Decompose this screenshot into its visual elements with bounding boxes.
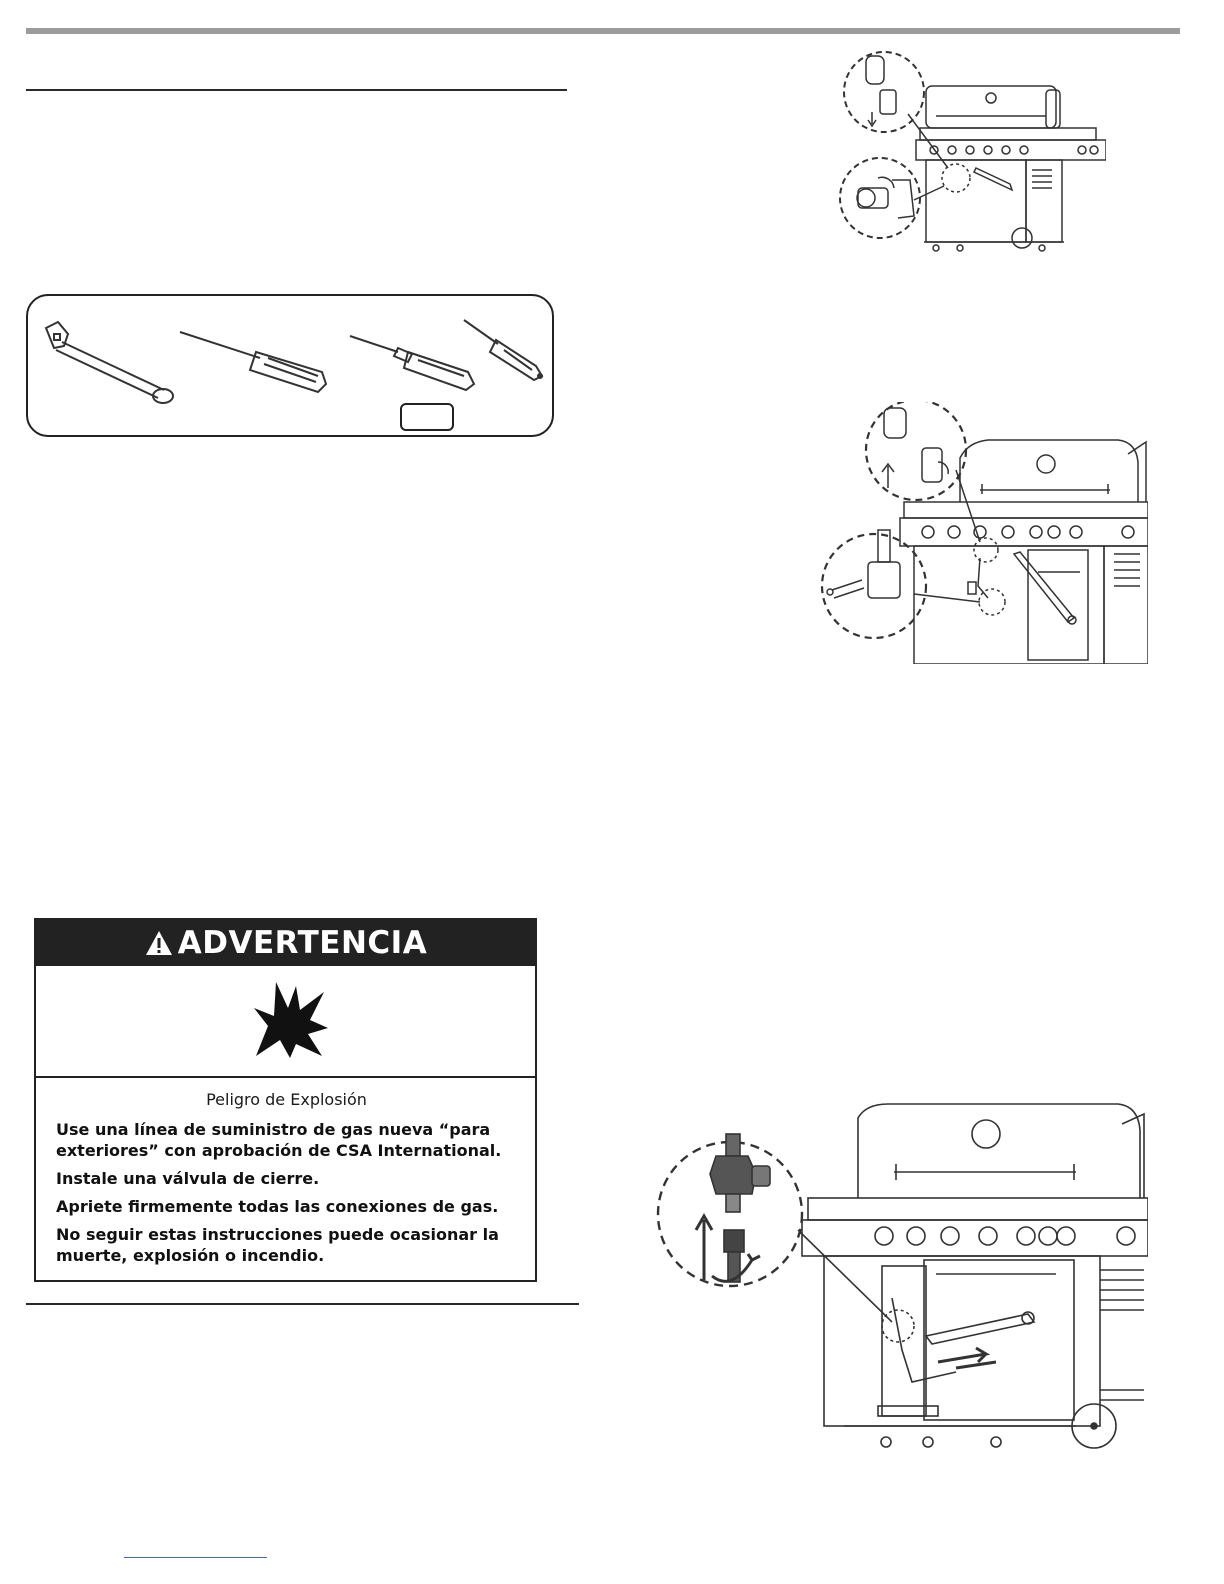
warning-box bbox=[34, 918, 537, 1282]
warning-triangle-icon bbox=[144, 929, 174, 957]
warning-line: Instale una válvula de cierre. bbox=[56, 1169, 320, 1188]
explosion-icon bbox=[250, 978, 330, 1060]
grill-figure-1 bbox=[836, 50, 1106, 260]
phillips-screwdriver-icon bbox=[180, 332, 326, 392]
small-screwdriver-icon bbox=[464, 320, 542, 380]
section-rule bbox=[26, 1303, 579, 1305]
warning-line: Use una línea de suministro de gas nueva “para exteriores” con aprobación de CSA International. bbox=[56, 1120, 502, 1160]
grill-illustration bbox=[900, 440, 1148, 664]
top-rule bbox=[26, 28, 1180, 34]
detail-circle-bottom bbox=[840, 158, 920, 238]
warning-subtitle: Peligro de Explosión bbox=[206, 1090, 367, 1109]
detail-circle-pipe bbox=[658, 1134, 802, 1286]
footer-link-underline bbox=[124, 1557, 267, 1558]
tools-box bbox=[26, 294, 554, 437]
grill-figure-3 bbox=[656, 1100, 1148, 1456]
warning-heading: ADVERTENCIA bbox=[177, 925, 428, 961]
grill-illustration bbox=[798, 1104, 1148, 1448]
detail-circle-top bbox=[844, 52, 924, 132]
warning-line: No seguir estas instrucciones puede ocasionar la muerte, explosión o incendio. bbox=[56, 1225, 499, 1265]
warning-line: Apriete firmemente todas las conexiones de gas. bbox=[56, 1197, 499, 1216]
grill-illustration bbox=[908, 86, 1106, 251]
detail-circle-top bbox=[866, 402, 966, 500]
warning-header bbox=[36, 920, 535, 966]
warning-pictogram bbox=[36, 966, 535, 1078]
section-rule bbox=[26, 89, 567, 91]
adjustable-wrench-icon bbox=[46, 322, 173, 403]
tool-tag bbox=[400, 403, 454, 431]
flat-screwdriver-icon bbox=[350, 336, 474, 390]
grill-figure-2 bbox=[818, 402, 1148, 664]
